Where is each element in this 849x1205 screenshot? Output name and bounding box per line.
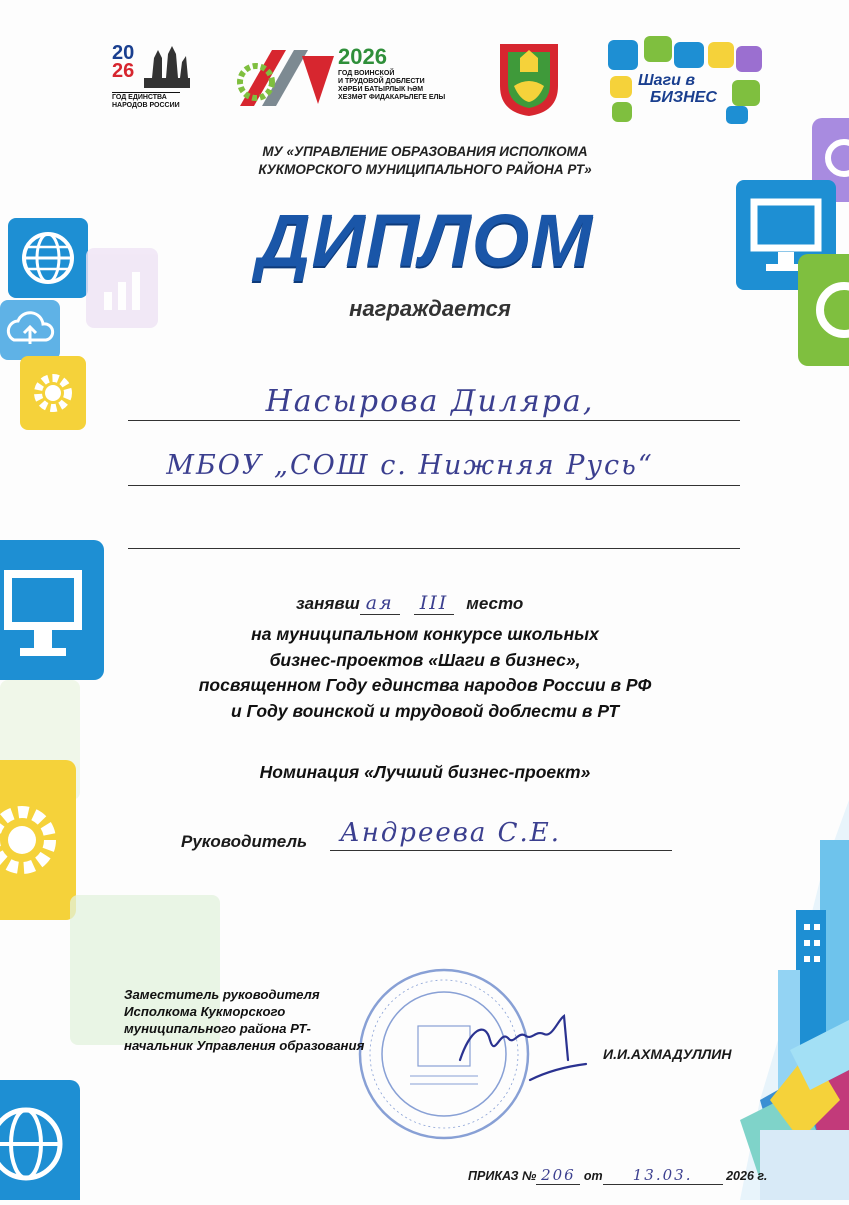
nomination: Номинация «Лучший бизнес-проект»: [259, 762, 591, 782]
org-line-2: КУКМОРСКОГО МУНИЦИПАЛЬНОГО РАЙОНА РТ»: [258, 162, 592, 177]
place-suffix: ая: [360, 592, 400, 615]
handwritten-signature: [440, 1000, 590, 1090]
awarded-text: награждается: [349, 296, 511, 321]
unity-year-logo: [112, 44, 196, 116]
valor-caption-2: И ТРУДОВОЙ ДОБЛЕСТИ: [338, 78, 425, 85]
recipient-school: МБОУ „СОШ с. Нижняя Русь“: [166, 450, 654, 481]
decor-chart-tile-faded: [86, 248, 158, 328]
body-line-1: на муниципальном конкурсе школьных: [251, 624, 599, 644]
star-gear-icon: [232, 46, 342, 110]
recipient-name: Насырова Диляра,: [265, 384, 595, 419]
logo-year-top: 20: [112, 42, 135, 64]
cloud-upload-icon: [0, 300, 60, 360]
body-line-4: и Году воинской и трудовой доблести в РТ: [230, 700, 620, 721]
signatory-line-2: Исполкома Кукморского: [124, 1004, 286, 1019]
supervisor-label: Руководитель: [181, 832, 308, 851]
place-prefix: занявш: [296, 594, 360, 613]
body-line-2: бизнес-проектов «Шаги в бизнес»,: [269, 649, 581, 670]
body-line-3: посвященном Году единства народов России в РФ: [198, 675, 652, 695]
decor-green-tile-right: [798, 254, 849, 366]
place-word: место: [466, 594, 524, 613]
diploma-title: ДИПЛОМ: [257, 199, 593, 282]
decor-gear-tile-bottom: [0, 760, 76, 920]
logo-year-bottom: 26: [112, 60, 135, 82]
coat-of-arms: [498, 42, 560, 118]
decor-cloud-tile: [0, 300, 60, 360]
supervisor-name: Андреева С.Е.: [340, 818, 562, 848]
recipient-line-1: [128, 420, 740, 421]
decor-gear-tile: [20, 356, 86, 430]
signatory-line-3: муниципального района РТ-: [124, 1021, 311, 1036]
chart-pie-icon: [798, 254, 849, 366]
order-year: 2026 г.: [726, 1169, 768, 1183]
monitor-icon: [0, 540, 104, 680]
org-line-1: МУ «УПРАВЛЕНИЕ ОБРАЗОВАНИЯ ИСПОЛКОМА: [262, 144, 588, 159]
steps-in-business-logo: [608, 36, 768, 126]
steps-logo-line-1: Шаги в: [638, 72, 695, 89]
logo-caption-1: ГОД ЕДИНСТВА: [112, 92, 180, 102]
valor-year-logo: [232, 44, 446, 110]
globe-icon: [8, 218, 88, 298]
order-label: ПРИКАЗ №: [468, 1169, 537, 1183]
bar-chart-icon: [86, 248, 158, 328]
valor-caption-3: ХӘРБИ БАТЫРЛЫК ҺӘМ: [338, 86, 424, 93]
order-number: 206: [536, 1166, 580, 1185]
valor-caption-1: ГОД ВОИНСКОЙ: [338, 70, 395, 77]
recipient-line-2: [128, 485, 740, 486]
signatory-line-1: Заместитель руководителя: [124, 987, 320, 1002]
gear-icon: [0, 760, 76, 920]
place-number: III: [414, 592, 455, 615]
coat-of-arms-icon: [498, 42, 560, 118]
signatory-line-4: начальник Управления образования: [124, 1038, 365, 1053]
supervisor-line: [330, 850, 672, 851]
valor-caption-4: ХЕЗМӘТ ФИДАКАРЬЛЕГЕ ЕЛЫ: [338, 94, 446, 101]
order-from: от: [583, 1169, 603, 1183]
signatory-name: И.И.АХМАДУЛЛИН: [603, 1046, 732, 1062]
city-decoration: [700, 800, 849, 1200]
steps-logo-line-2: БИЗНЕС: [650, 89, 717, 106]
order-date: 13.03.: [603, 1166, 723, 1185]
logo-caption-2: НАРОДОВ РОССИИ: [112, 102, 180, 109]
gear-icon: [20, 356, 86, 430]
globe-icon: [0, 1080, 80, 1200]
decor-globe-tile-left: [8, 218, 88, 298]
valor-year-number: 2026: [338, 44, 387, 69]
decor-globe-tile-bottom: [0, 1080, 80, 1200]
recipient-line-3: [128, 548, 740, 549]
monument-icon: [140, 44, 194, 88]
decor-monitor-tile-left: [0, 540, 104, 680]
